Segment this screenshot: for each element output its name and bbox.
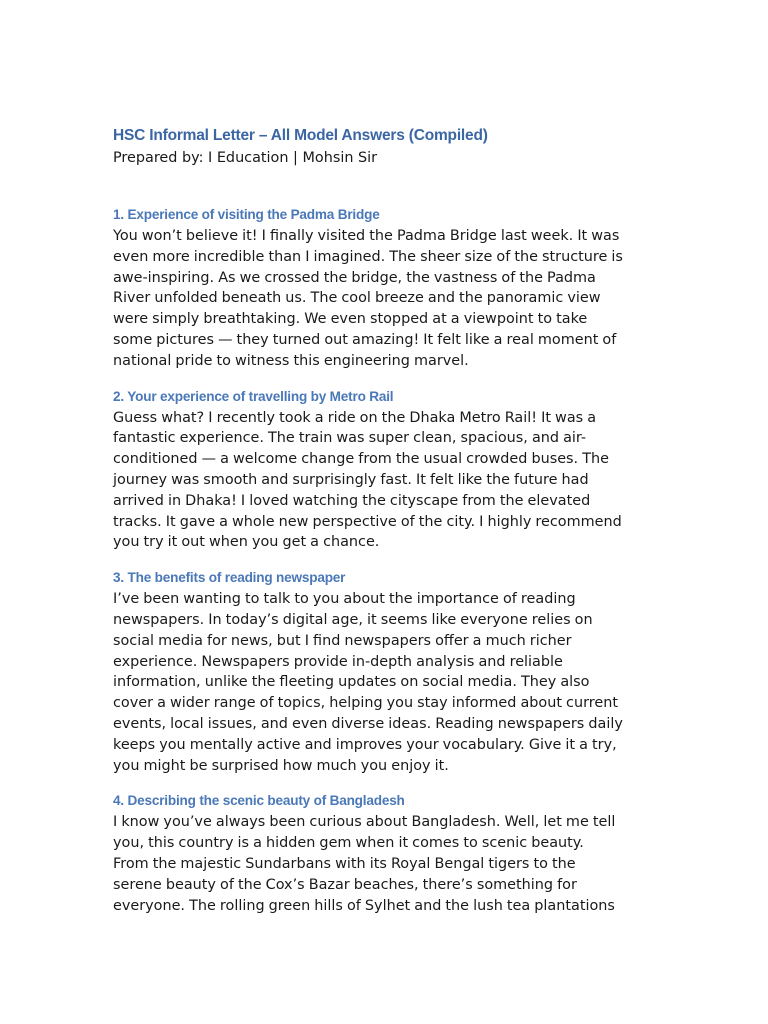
body-line: you try it out when you get a chance.: [113, 534, 380, 551]
body-line: newspapers. In today’s digital age, it seems like everyone relies on: [113, 611, 593, 628]
spacer: [113, 776, 658, 792]
body-line: national pride to witness this engineering marvel.: [113, 352, 469, 369]
body-line: journey was smooth and surprisingly fast. It felt like the future had: [113, 471, 589, 488]
spacer: [113, 372, 658, 388]
body-line: I’ve been wanting to talk to you about the importance of reading: [113, 591, 576, 608]
sections-container: [113, 206, 658, 916]
section-body: [113, 226, 658, 372]
body-line: tracks. It gave a whole new perspective of the city. I highly recommend: [113, 513, 622, 530]
spacer: [113, 553, 658, 569]
body-line: cover a wider range of topics, helping you stay informed about current: [113, 695, 618, 712]
body-line: some pictures — they turned out amazing! It felt like a real moment of: [113, 331, 617, 348]
body-line: You won’t believe it! I finally visited the Padma Bridge last week. It was: [113, 228, 620, 244]
section-body: [113, 408, 658, 554]
spacer: [113, 168, 658, 206]
document-page: [113, 126, 658, 916]
section-body: [113, 812, 658, 916]
letter-section: [113, 388, 658, 554]
body-line: you, this country is a hidden gem when it comes to scenic beauty.: [113, 835, 584, 852]
letter-section: [113, 206, 658, 372]
section-heading: 2. Your experience of travelling by Metro Rail: [113, 388, 394, 404]
section-heading: 3. The benefits of reading newspaper: [113, 570, 346, 586]
document-title: HSC Informal Letter – All Model Answers (Compiled): [113, 127, 488, 144]
body-line: were simply breathtaking. We even stopped at a viewpoint to take: [113, 311, 588, 328]
body-line: experience. Newspapers provide in-depth analysis and reliable: [113, 653, 563, 670]
body-line: conditioned — a welcome change from the usual crowded buses. The: [113, 451, 609, 468]
body-line: social media for news, but I find newspapers offer a much richer: [113, 632, 572, 649]
body-line: keeps you mentally active and improves your vocabulary. Give it a try,: [113, 736, 617, 753]
section-heading: 4. Describing the scenic beauty of Bangladesh: [113, 793, 405, 809]
section-heading: 1. Experience of visiting the Padma Bridge: [113, 207, 380, 222]
body-line: events, local issues, and even diverse ideas. Reading newspapers daily: [113, 715, 623, 732]
section-body: [113, 589, 658, 776]
letter-section: [113, 569, 658, 776]
body-line: even more incredible than I imagined. The sheer size of the structure is: [113, 248, 623, 265]
letter-section: [113, 792, 658, 916]
body-line: you might be surprised how much you enjoy it.: [113, 757, 449, 774]
body-line: fantastic experience. The train was super clean, spacious, and air-: [113, 430, 587, 447]
document-subtitle: Prepared by: I Education | Mohsin Sir: [113, 150, 378, 166]
body-line: information, unlike the fleeting updates on social media. They also: [113, 674, 590, 691]
body-line: River unfolded beneath us. The cool breeze and the panoramic view: [113, 290, 601, 307]
body-line: everyone. The rolling green hills of Sylhet and the lush tea plantations: [113, 897, 615, 914]
body-line: serene beauty of the Cox’s Bazar beaches, there’s something for: [113, 876, 577, 893]
body-line: arrived in Dhaka! I loved watching the cityscape from the elevated: [113, 492, 591, 509]
body-line: Guess what? I recently took a ride on the Dhaka Metro Rail! It was a: [113, 409, 597, 426]
body-line: awe-inspiring. As we crossed the bridge, the vastness of the Padma: [113, 269, 596, 286]
body-line: I know you’ve always been curious about Bangladesh. Well, let me tell: [113, 814, 616, 831]
body-line: From the majestic Sundarbans with its Royal Bengal tigers to the: [113, 855, 576, 872]
